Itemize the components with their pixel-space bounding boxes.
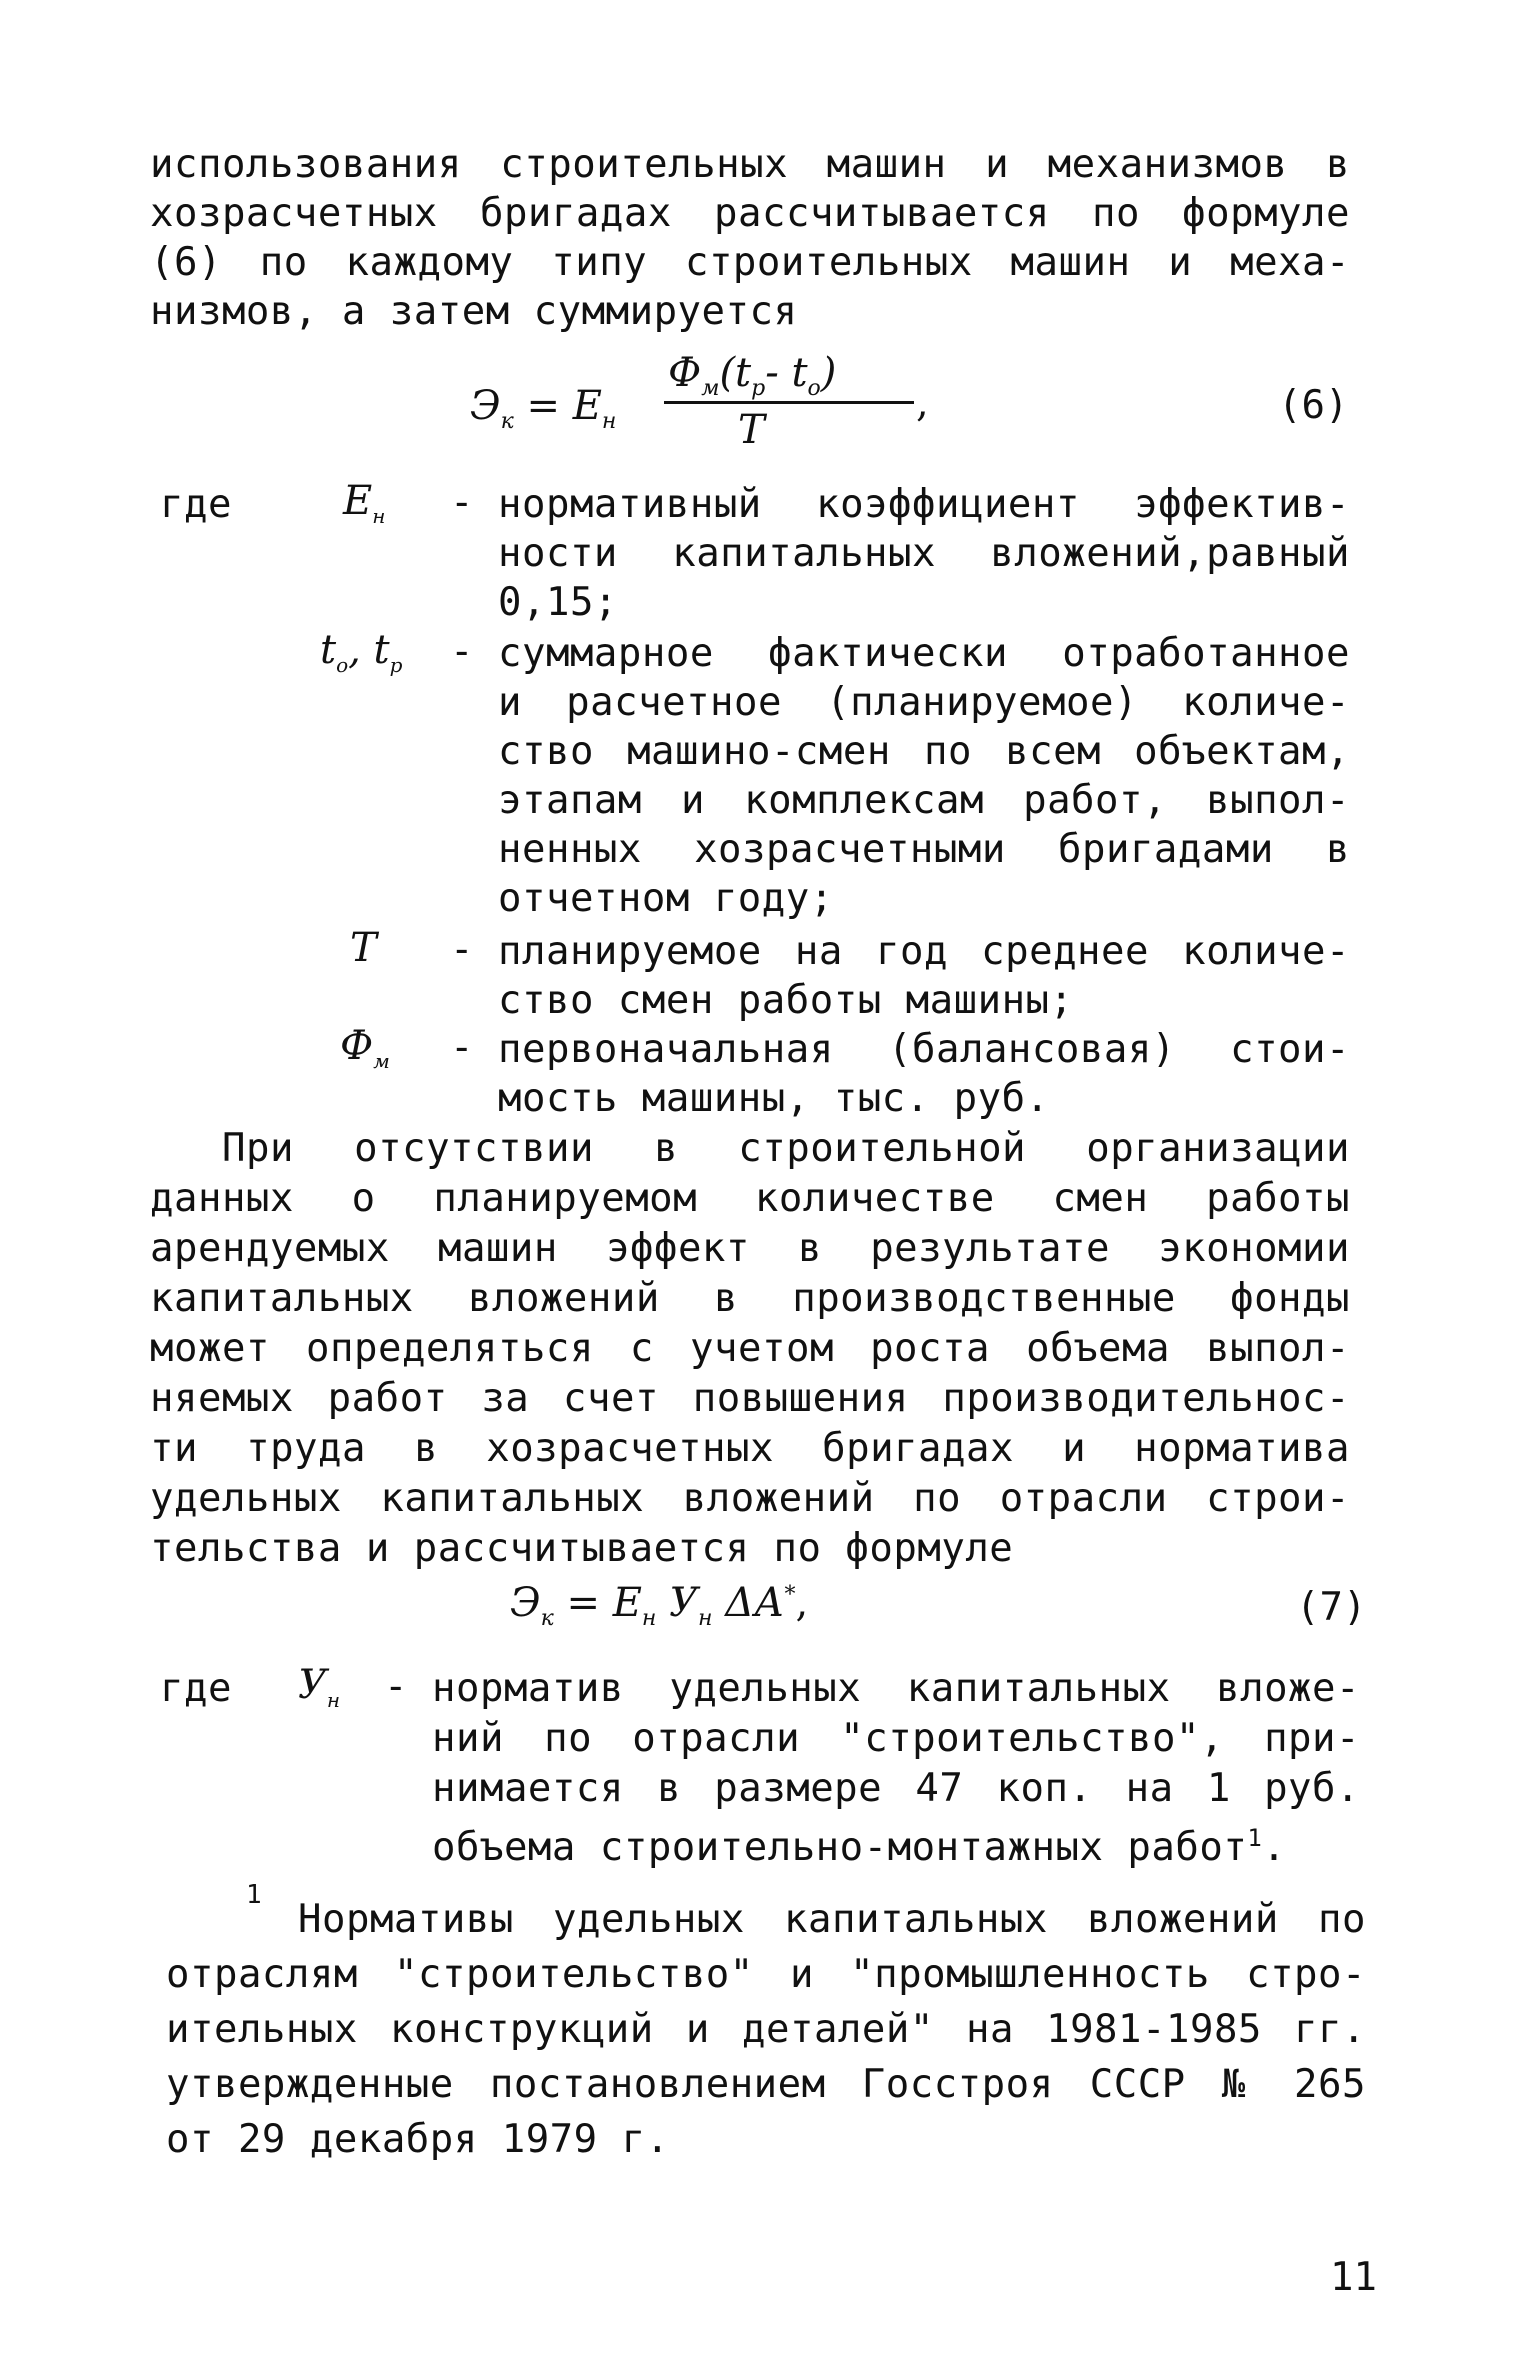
paragraph-line: капитальных вложений в производственные фонды xyxy=(150,1276,1350,1321)
definition-line: нормативный коэффициент эффектив- xyxy=(498,482,1350,527)
where-label: где xyxy=(160,1666,232,1711)
footnote-line: Нормативы удельных капитальных вложений по xyxy=(298,1897,1366,1942)
definition-line: 0,15; xyxy=(498,580,618,625)
definition-line: норматив удельных капитальных вложе- xyxy=(432,1666,1360,1711)
paragraph-line: может определяться с учетом роста объема выпол- xyxy=(150,1326,1350,1371)
definition-line: этапам и комплексам работ, выпол- xyxy=(498,778,1350,823)
definition-line: нимается в размере 47 коп. на 1 руб. xyxy=(432,1766,1360,1811)
definition-line: и расчетное (планируемое) количе- xyxy=(498,680,1350,725)
definition-dash: - xyxy=(450,480,474,525)
definition-line: объема строительно-монтажных работ$^1$. xyxy=(432,1824,1287,1870)
footnote-line: от 29 декабря 1979 г. xyxy=(166,2117,670,2162)
formula-6-denominator: T xyxy=(738,407,765,453)
footnote-line: утвержденные постановлением Госстроя СССР № 265 xyxy=(166,2062,1366,2107)
formula-6-comma: , xyxy=(916,380,929,426)
where-label: где xyxy=(160,482,232,527)
fraction-bar xyxy=(664,401,914,404)
page-number: 11 xyxy=(1330,2255,1377,2300)
formula-6-numerator: $Ф_м(t_р-$ $t_о$) xyxy=(668,350,837,401)
paragraph-line: удельных капитальных вложений по отрасли строи- xyxy=(150,1476,1350,1521)
paragraph-line: данных о планируемом количестве смен работы xyxy=(150,1176,1350,1221)
paragraph-line: тельства и рассчитывается по формуле xyxy=(150,1526,1014,1571)
definition-line: ство машино-смен по всем объектам, xyxy=(498,729,1350,774)
intro-line: использования строительных машин и механизмов в xyxy=(150,142,1350,187)
intro-line: хозрасчетных бригадах рассчитывается по формуле xyxy=(150,191,1350,236)
definition-dash: - xyxy=(450,927,474,972)
footnote-reference: 1 xyxy=(1247,1824,1263,1852)
equation-number-7: (7) xyxy=(1296,1585,1367,1630)
symbol-t-o-t-p: $t_о$, $t_р$ xyxy=(320,627,403,677)
paragraph-line: арендуемых машин эффект в результате экономии xyxy=(150,1226,1350,1271)
definition-line: ности капитальных вложений,равный xyxy=(498,531,1350,576)
formula-7-expression: $Э_к = Е_н$ $У_н$ ΔА*, xyxy=(510,1580,809,1631)
definition-line: ний по отрасли "строительство", при- xyxy=(432,1716,1360,1761)
formula-6-lhs: $Э_к = Е_н$ xyxy=(470,383,617,434)
definition-line: ненных хозрасчетными бригадами в xyxy=(498,827,1350,872)
definition-dash: - xyxy=(450,629,474,674)
symbol-u-n: $У_н$ xyxy=(298,1662,341,1712)
definition-line: мость машины, тыс. руб. xyxy=(498,1076,1050,1121)
definition-line: первоначальная (балансовая) стои- xyxy=(498,1027,1350,1072)
definition-dash: - xyxy=(384,1664,408,1709)
definition-line: ство смен работы машины; xyxy=(498,978,1074,1023)
footnote-line: ительных конструкций и деталей" на 1981-1985 гг. xyxy=(166,2007,1366,2052)
symbol-f-m: $Ф_м$ xyxy=(340,1023,390,1073)
definition-line: суммарное фактически отработанное xyxy=(498,631,1350,676)
intro-line: (6) по каждому типу строительных машин и меха- xyxy=(150,240,1350,285)
paragraph-line: няемых работ за счет повышения производительнос- xyxy=(150,1376,1350,1421)
definition-dash: - xyxy=(450,1025,474,1070)
intro-line: низмов, а затем суммируется xyxy=(150,289,798,334)
equation-number-6: (6) xyxy=(1278,383,1349,428)
footnote-line: отраслям "строительство" и "промышленность стро- xyxy=(166,1952,1366,1997)
footnote-mark: 1 xyxy=(246,1880,262,1910)
definition-line: планируемое на год среднее количе- xyxy=(498,929,1350,974)
symbol-t: T xyxy=(350,925,377,971)
paragraph-line: При отсутствии в строительной организации xyxy=(222,1126,1350,1171)
definition-line: отчетном году; xyxy=(498,876,834,921)
paragraph-line: ти труда в хозрасчетных бригадах и норматива xyxy=(150,1426,1350,1471)
symbol-e-n: $Е_н$ xyxy=(343,478,386,528)
